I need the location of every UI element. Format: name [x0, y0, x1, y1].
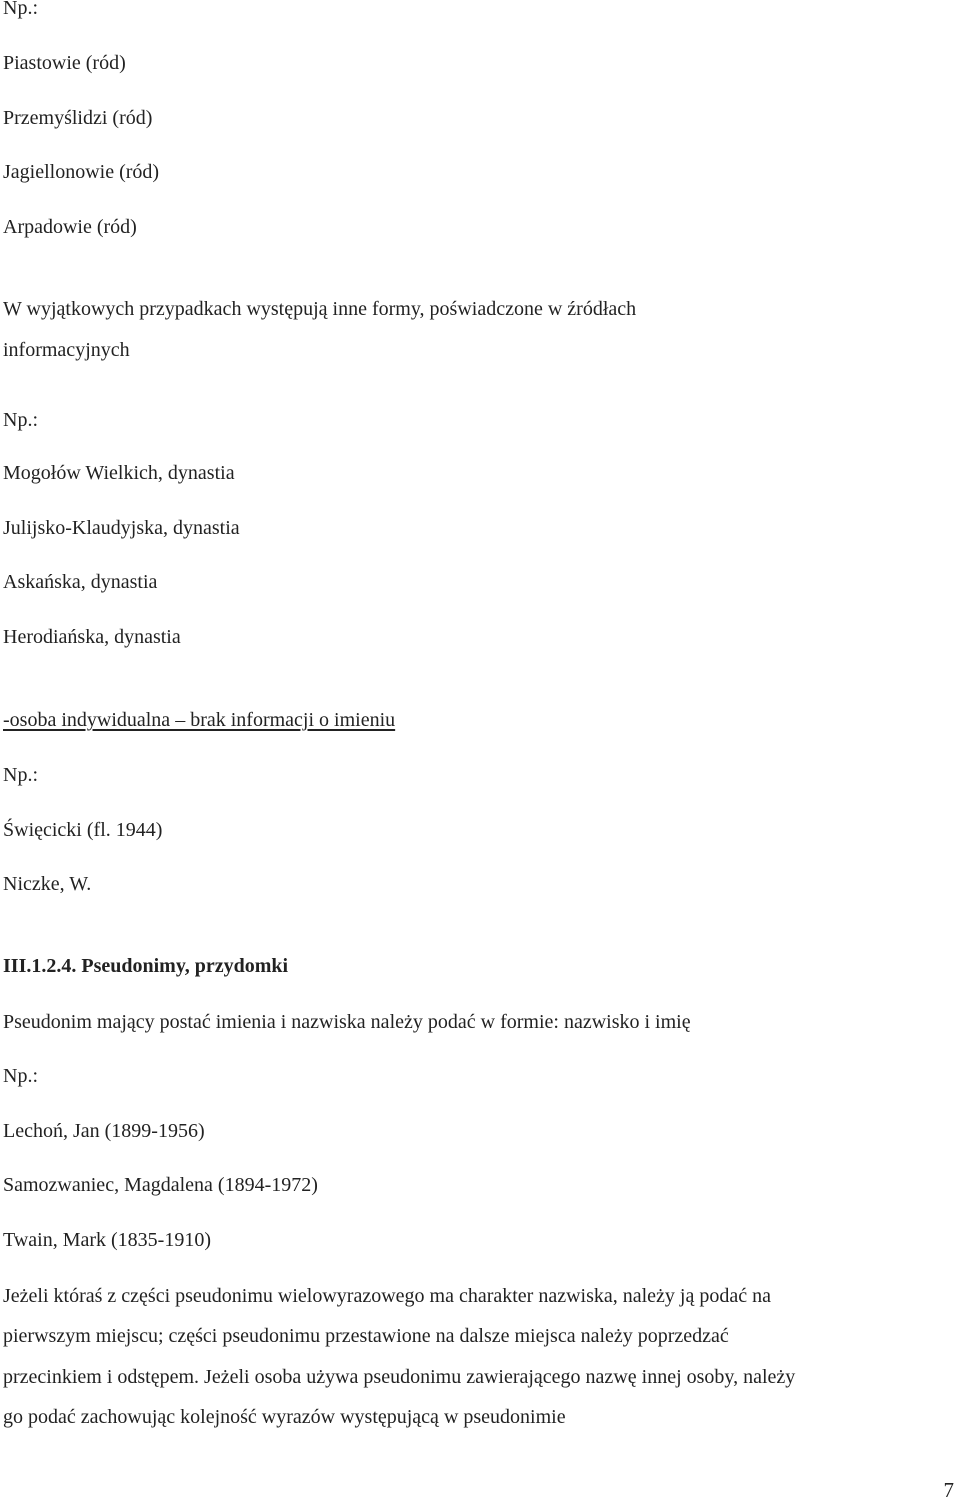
paragraph-line: W wyjątkowych przypadkach występują inne formy, poświadczone w źródłach [3, 298, 637, 320]
list-item: Arpadowie (ród) [3, 216, 137, 238]
paragraph-line: informacyjnych [3, 339, 130, 361]
list-item: Jagiellonowie (ród) [3, 161, 160, 183]
paragraph-line: Jeżeli któraś z części pseudonimu wielowyrazowego ma charakter nazwiska, należy ją podać na [3, 1285, 771, 1307]
list-item: Mogołów Wielkich, dynastia [3, 462, 235, 484]
list-item: Julijsko-Klaudyjska, dynastia [3, 517, 240, 539]
list-item: Herodiańska, dynastia [3, 626, 181, 648]
page-number: 7 [943, 1478, 954, 1502]
list-item: Samozwaniec, Magdalena (1894-1972) [3, 1174, 318, 1196]
list-item: Przemyślidzi (ród) [3, 107, 153, 129]
list-item: Twain, Mark (1835-1910) [3, 1229, 211, 1251]
paragraph-line: pierwszym miejscu; części pseudonimu przestawione na dalsze miejsca należy poprzedzać [3, 1325, 729, 1347]
list-item: Niczke, W. [3, 873, 92, 895]
subheading: -osoba indywidualna – brak informacji o imieniu [3, 709, 396, 731]
example-label: Np.: [3, 0, 38, 19]
example-label: Np.: [3, 1065, 38, 1087]
list-item: Askańska, dynastia [3, 571, 158, 593]
example-label: Np.: [3, 764, 38, 786]
paragraph-line: go podać zachowując kolejność wyrazów występującą w pseudonimie [3, 1406, 566, 1428]
section-intro: Pseudonim mający postać imienia i nazwiska należy podać w formie: nazwisko i imię [3, 1011, 691, 1033]
list-item: Lechoń, Jan (1899-1956) [3, 1120, 205, 1142]
list-item: Święcicki (fl. 1944) [3, 819, 163, 841]
list-item: Piastowie (ród) [3, 52, 126, 74]
paragraph-line: przecinkiem i odstępem. Jeżeli osoba używa pseudonimu zawierającego nazwę innej osoby, należy [3, 1366, 796, 1388]
example-label: Np.: [3, 409, 38, 431]
section-heading: III.1.2.4. Pseudonimy, przydomki [3, 955, 289, 977]
